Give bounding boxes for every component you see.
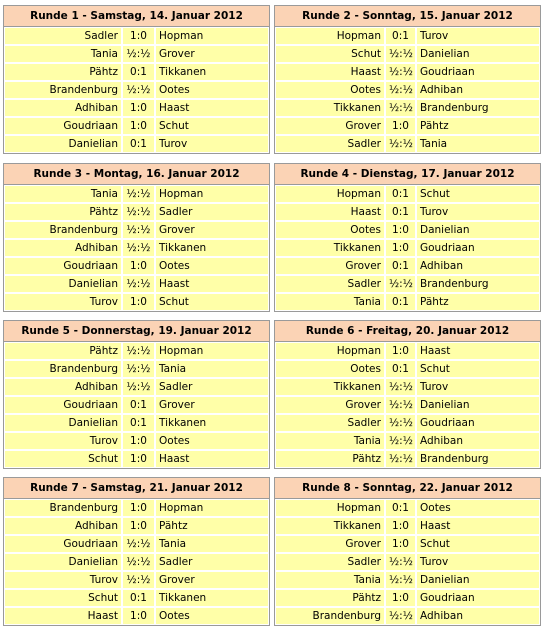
home-player: Tania (4, 45, 122, 63)
game-score: ½:½ (122, 185, 155, 203)
game-row (275, 63, 540, 81)
game-score: ½:½ (385, 432, 416, 450)
game-score: 1:0 (385, 535, 416, 553)
game-row (275, 239, 540, 257)
home-player: Hopman (275, 27, 385, 45)
game-score: ½:½ (385, 81, 416, 99)
game-row (4, 607, 269, 625)
game-score: ½:½ (122, 221, 155, 239)
game-score: ½:½ (385, 99, 416, 117)
game-row (4, 45, 269, 63)
game-row (4, 63, 269, 81)
game-row (4, 257, 269, 275)
game-row (4, 589, 269, 607)
game-score: 1:0 (122, 499, 155, 517)
home-player: Tikkanen (275, 378, 385, 396)
away-player: Pähtz (155, 517, 269, 535)
game-row (275, 117, 540, 135)
home-player: Pähtz (275, 589, 385, 607)
game-score: 1:0 (122, 432, 155, 450)
home-player: Schut (4, 589, 122, 607)
game-row (275, 396, 540, 414)
home-player: Adhiban (4, 239, 122, 257)
game-row (275, 450, 540, 468)
game-row (4, 396, 269, 414)
away-player: Danielian (416, 396, 540, 414)
home-player: Brandenburg (275, 607, 385, 625)
away-player: Hopman (155, 499, 269, 517)
game-score: ½:½ (385, 275, 416, 293)
game-row (275, 607, 540, 625)
home-player: Tikkanen (275, 239, 385, 257)
round-title: Runde 3 - Montag, 16. Januar 2012 (4, 164, 269, 185)
away-player: Danielian (416, 221, 540, 239)
home-player: Sadler (275, 275, 385, 293)
away-player: Sadler (155, 378, 269, 396)
game-score: ½:½ (385, 450, 416, 468)
game-score: 1:0 (385, 342, 416, 360)
away-player: Schut (416, 360, 540, 378)
game-score: 1:0 (385, 239, 416, 257)
round-title: Runde 4 - Dienstag, 17. Januar 2012 (275, 164, 540, 185)
away-player: Ootes (416, 499, 540, 517)
round-table (3, 320, 270, 469)
game-row (275, 293, 540, 311)
game-score: 0:1 (385, 499, 416, 517)
game-row (275, 517, 540, 535)
game-row (4, 275, 269, 293)
away-player: Turov (416, 203, 540, 221)
home-player: Haast (275, 63, 385, 81)
away-player: Adhiban (416, 257, 540, 275)
home-player: Ootes (275, 81, 385, 99)
game-score: 1:0 (122, 117, 155, 135)
round-title: Runde 1 - Samstag, 14. Januar 2012 (4, 6, 269, 27)
game-row (275, 81, 540, 99)
game-score: 0:1 (385, 257, 416, 275)
home-player: Schut (275, 45, 385, 63)
game-row (275, 535, 540, 553)
game-score: ½:½ (385, 45, 416, 63)
away-player: Brandenburg (416, 450, 540, 468)
game-score: 0:1 (122, 414, 155, 432)
away-player: Ootes (155, 81, 269, 99)
game-row (4, 360, 269, 378)
away-player: Ootes (155, 257, 269, 275)
game-score: ½:½ (385, 396, 416, 414)
game-row (4, 135, 269, 153)
away-player: Tikkanen (155, 63, 269, 81)
game-score: ½:½ (385, 378, 416, 396)
away-player: Grover (155, 571, 269, 589)
game-row (275, 553, 540, 571)
game-score: 1:0 (122, 27, 155, 45)
away-player: Grover (155, 396, 269, 414)
game-score: ½:½ (385, 571, 416, 589)
home-player: Grover (275, 535, 385, 553)
away-player: Tikkanen (155, 414, 269, 432)
home-player: Danielian (4, 275, 122, 293)
game-row (275, 257, 540, 275)
game-row (4, 499, 269, 517)
away-player: Tania (155, 360, 269, 378)
home-player: Tania (275, 293, 385, 311)
game-row (4, 553, 269, 571)
away-player: Adhiban (416, 81, 540, 99)
game-score: ½:½ (122, 535, 155, 553)
away-player: Tania (155, 535, 269, 553)
round-table (274, 320, 541, 469)
home-player: Brandenburg (4, 499, 122, 517)
away-player: Tania (416, 135, 540, 153)
away-player: Turov (416, 27, 540, 45)
game-row (275, 342, 540, 360)
game-row (275, 378, 540, 396)
game-row (275, 45, 540, 63)
home-player: Pähtz (4, 203, 122, 221)
away-player: Ootes (155, 432, 269, 450)
home-player: Goudriaan (4, 396, 122, 414)
round-title: Runde 8 - Sonntag, 22. Januar 2012 (275, 478, 540, 499)
home-player: Turov (4, 293, 122, 311)
game-score: 1:0 (122, 517, 155, 535)
home-player: Brandenburg (4, 221, 122, 239)
game-row (275, 135, 540, 153)
game-score: 0:1 (122, 589, 155, 607)
home-player: Schut (4, 450, 122, 468)
away-player: Adhiban (416, 607, 540, 625)
home-player: Ootes (275, 360, 385, 378)
home-player: Adhiban (4, 517, 122, 535)
home-player: Grover (275, 117, 385, 135)
home-player: Goudriaan (4, 257, 122, 275)
game-score: ½:½ (385, 135, 416, 153)
game-row (275, 589, 540, 607)
home-player: Sadler (4, 27, 122, 45)
away-player: Danielian (416, 45, 540, 63)
game-score: 1:0 (122, 607, 155, 625)
game-row (275, 221, 540, 239)
game-score: ½:½ (122, 275, 155, 293)
round-table (274, 5, 541, 154)
away-player: Sadler (155, 203, 269, 221)
game-row (275, 185, 540, 203)
game-score: ½:½ (122, 553, 155, 571)
home-player: Adhiban (4, 378, 122, 396)
game-score: 1:0 (385, 117, 416, 135)
game-score: 0:1 (385, 360, 416, 378)
game-row (275, 499, 540, 517)
game-row (275, 414, 540, 432)
home-player: Sadler (275, 135, 385, 153)
away-player: Schut (155, 293, 269, 311)
away-player: Pähtz (416, 293, 540, 311)
away-player: Grover (155, 221, 269, 239)
game-row (275, 432, 540, 450)
away-player: Sadler (155, 553, 269, 571)
home-player: Haast (275, 203, 385, 221)
game-row (4, 221, 269, 239)
game-row (4, 27, 269, 45)
game-row (4, 571, 269, 589)
game-score: 1:0 (122, 450, 155, 468)
home-player: Tikkanen (275, 99, 385, 117)
game-row (275, 99, 540, 117)
game-row (4, 378, 269, 396)
game-row (275, 360, 540, 378)
round-title: Runde 2 - Sonntag, 15. Januar 2012 (275, 6, 540, 27)
home-player: Pähtz (4, 63, 122, 81)
round-table (3, 477, 270, 626)
game-score: 0:1 (385, 293, 416, 311)
home-player: Brandenburg (4, 360, 122, 378)
home-player: Pähtz (4, 342, 122, 360)
away-player: Turov (416, 553, 540, 571)
home-player: Tania (275, 571, 385, 589)
away-player: Haast (416, 342, 540, 360)
home-player: Hopman (275, 342, 385, 360)
game-score: 1:0 (122, 257, 155, 275)
home-player: Turov (4, 571, 122, 589)
game-score: 1:0 (122, 293, 155, 311)
away-player: Schut (416, 535, 540, 553)
away-player: Goudriaan (416, 239, 540, 257)
game-score: ½:½ (385, 414, 416, 432)
away-player: Brandenburg (416, 275, 540, 293)
away-player: Tikkanen (155, 589, 269, 607)
game-row (275, 203, 540, 221)
home-player: Pähtz (275, 450, 385, 468)
away-player: Schut (155, 117, 269, 135)
round-table (274, 163, 541, 312)
game-score: ½:½ (122, 571, 155, 589)
away-player: Goudriaan (416, 63, 540, 81)
home-player: Turov (4, 432, 122, 450)
away-player: Haast (155, 275, 269, 293)
home-player: Danielian (4, 135, 122, 153)
away-player: Turov (155, 135, 269, 153)
away-player: Goudriaan (416, 414, 540, 432)
game-row (4, 239, 269, 257)
game-score: ½:½ (122, 203, 155, 221)
away-player: Hopman (155, 27, 269, 45)
home-player: Tikkanen (275, 517, 385, 535)
round-table (3, 5, 270, 154)
home-player: Danielian (4, 553, 122, 571)
home-player: Brandenburg (4, 81, 122, 99)
game-score: 1:0 (385, 589, 416, 607)
away-player: Schut (416, 185, 540, 203)
game-row (4, 203, 269, 221)
round-title: Runde 6 - Freitag, 20. Januar 2012 (275, 321, 540, 342)
home-player: Danielian (4, 414, 122, 432)
game-score: 1:0 (385, 517, 416, 535)
round-table (3, 163, 270, 312)
home-player: Sadler (275, 414, 385, 432)
home-player: Goudriaan (4, 117, 122, 135)
game-score: ½:½ (122, 378, 155, 396)
game-score: 1:0 (122, 99, 155, 117)
away-player: Tikkanen (155, 239, 269, 257)
game-row (4, 117, 269, 135)
game-score: ½:½ (122, 342, 155, 360)
home-player: Hopman (275, 499, 385, 517)
home-player: Sadler (275, 553, 385, 571)
away-player: Danielian (416, 571, 540, 589)
game-row (4, 432, 269, 450)
home-player: Haast (4, 607, 122, 625)
game-row (4, 99, 269, 117)
game-score: 0:1 (385, 203, 416, 221)
away-player: Haast (155, 450, 269, 468)
game-row (4, 535, 269, 553)
game-score: 0:1 (385, 27, 416, 45)
away-player: Goudriaan (416, 589, 540, 607)
away-player: Haast (416, 517, 540, 535)
round-title: Runde 5 - Donnerstag, 19. Januar 2012 (4, 321, 269, 342)
game-score: ½:½ (385, 63, 416, 81)
game-row (275, 27, 540, 45)
game-row (4, 450, 269, 468)
game-score: ½:½ (385, 607, 416, 625)
away-player: Grover (155, 45, 269, 63)
game-score: 0:1 (122, 396, 155, 414)
home-player: Hopman (275, 185, 385, 203)
home-player: Goudriaan (4, 535, 122, 553)
home-player: Ootes (275, 221, 385, 239)
away-player: Brandenburg (416, 99, 540, 117)
game-score: ½:½ (122, 239, 155, 257)
round-title: Runde 7 - Samstag, 21. Januar 2012 (4, 478, 269, 499)
game-row (4, 342, 269, 360)
game-row (4, 81, 269, 99)
round-table (274, 477, 541, 626)
game-score: ½:½ (122, 45, 155, 63)
game-row (4, 414, 269, 432)
home-player: Tania (275, 432, 385, 450)
game-row (4, 517, 269, 535)
away-player: Adhiban (416, 432, 540, 450)
home-player: Grover (275, 257, 385, 275)
game-score: ½:½ (122, 360, 155, 378)
away-player: Hopman (155, 185, 269, 203)
game-score: 0:1 (385, 185, 416, 203)
game-score: 1:0 (385, 221, 416, 239)
away-player: Haast (155, 99, 269, 117)
game-score: ½:½ (385, 553, 416, 571)
game-row (4, 185, 269, 203)
game-row (275, 571, 540, 589)
game-row (4, 293, 269, 311)
away-player: Ootes (155, 607, 269, 625)
home-player: Adhiban (4, 99, 122, 117)
game-score: ½:½ (122, 81, 155, 99)
home-player: Tania (4, 185, 122, 203)
home-player: Grover (275, 396, 385, 414)
away-player: Pähtz (416, 117, 540, 135)
away-player: Hopman (155, 342, 269, 360)
game-row (275, 275, 540, 293)
game-score: 0:1 (122, 135, 155, 153)
away-player: Turov (416, 378, 540, 396)
game-score: 0:1 (122, 63, 155, 81)
